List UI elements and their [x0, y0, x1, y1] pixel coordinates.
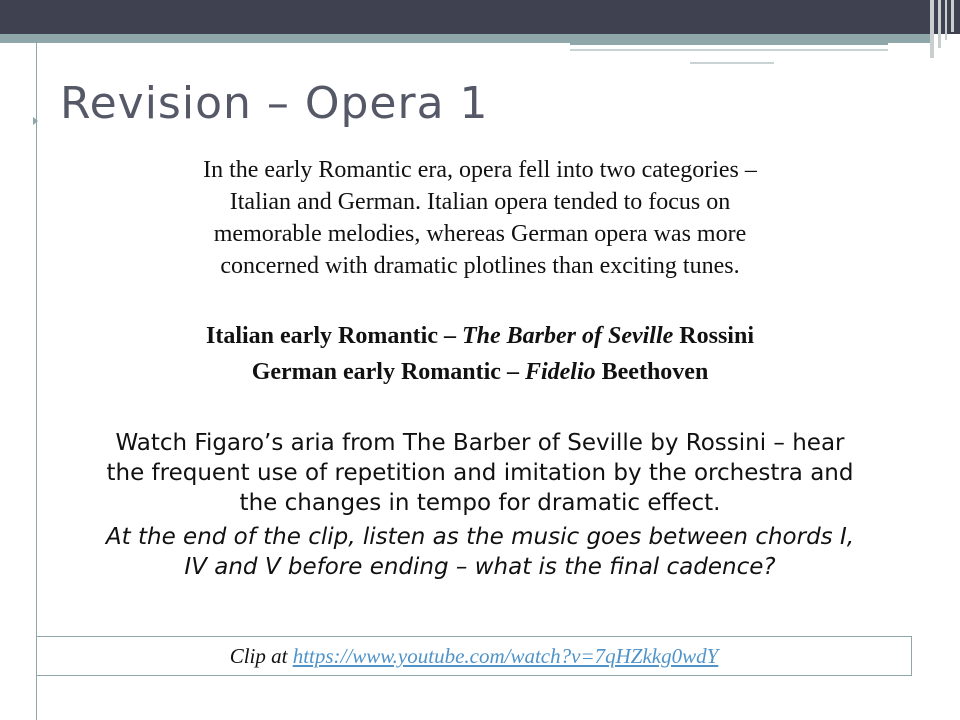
intro-paragraph: [60, 154, 900, 282]
example-composer: Beethoven: [595, 359, 709, 385]
header-accent-strip: [0, 34, 930, 43]
example-work-title: Fidelio: [524, 359, 596, 385]
clip-youtube-link[interactable]: https://www.youtube.com/watch?v=7qHZkkg0wdY: [292, 644, 719, 668]
intro-line: In the early Romantic era, opera fell into two categories –: [203, 157, 757, 183]
watch-line: the frequent use of repetition and imitation by the orchestra and: [106, 460, 854, 486]
left-accent-line: [36, 34, 37, 720]
slide-title: Revision – Opera 1: [60, 78, 489, 129]
example-prefix: Italian early Romantic –: [206, 323, 462, 349]
example-prefix: German early Romantic –: [251, 359, 525, 385]
corner-bar: [938, 0, 941, 48]
header-band: [0, 0, 960, 34]
example-italian: [60, 318, 900, 354]
example-work-title: The Barber of Seville: [461, 323, 674, 349]
clip-link-box: [36, 636, 912, 676]
question-paragraph: [60, 522, 900, 582]
examples-list: [60, 318, 900, 390]
corner-bar: [930, 0, 934, 58]
watch-line: Watch Figaro’s aria from The Barber of Seville by Rossini – hear: [115, 430, 845, 456]
watch-paragraph: [60, 428, 900, 518]
question-line: IV and V before ending – what is the final cadence?: [184, 554, 776, 580]
corner-bar: [951, 0, 954, 32]
example-german: [60, 354, 900, 390]
intro-line: concerned with dramatic plotlines than exciting tunes.: [220, 253, 740, 279]
title-marker-icon: [33, 117, 38, 125]
question-line: At the end of the clip, listen as the music goes between chords I,: [105, 524, 855, 550]
intro-line: memorable melodies, whereas German opera was more: [213, 221, 747, 247]
watch-line: the changes in tempo for dramatic effect.: [239, 490, 721, 516]
corner-bar: [945, 0, 947, 40]
intro-line: Italian and German. Italian opera tended to focus on: [229, 189, 731, 215]
header-accent-line: [570, 43, 888, 51]
header-accent-line-short: [690, 62, 774, 64]
clip-label: Clip at: [229, 644, 293, 668]
example-composer: Rossini: [673, 323, 754, 349]
